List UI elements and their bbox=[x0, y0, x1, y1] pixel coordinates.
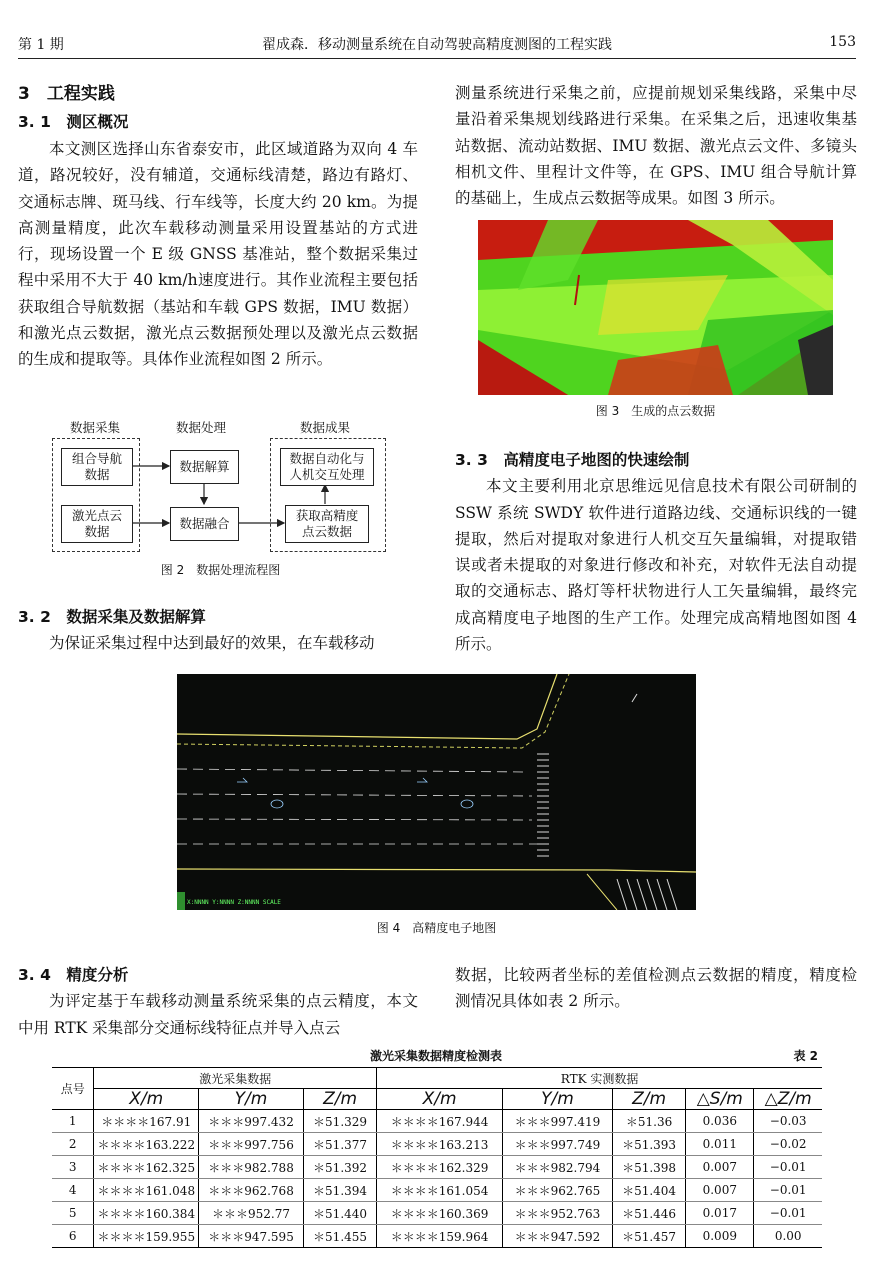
section-3-1-heading: 3. 1 测区概况 bbox=[18, 113, 129, 131]
table-row bbox=[52, 1179, 822, 1202]
table-row bbox=[52, 1133, 822, 1156]
cell-laser-z: ＊51.394 bbox=[303, 1179, 376, 1202]
header-rtk-z: Z/m bbox=[612, 1089, 685, 1110]
box-high-precision bbox=[285, 505, 369, 543]
box-hp-line1: 获取高精度 bbox=[295, 508, 359, 523]
cell-rtk-x: ＊＊＊＊161.054 bbox=[377, 1179, 503, 1202]
cell-laser-x: ＊＊＊＊163.222 bbox=[94, 1133, 199, 1156]
cell-delta-z: 0.00 bbox=[754, 1225, 822, 1248]
figure-3-caption: 图 3 生成的点云数据 bbox=[595, 404, 716, 418]
cell-laser-z: ＊51.455 bbox=[303, 1225, 376, 1248]
cell-laser-z: ＊51.440 bbox=[303, 1202, 376, 1225]
box-laser-pointcloud bbox=[61, 505, 133, 543]
cell-delta-z: −0.01 bbox=[754, 1156, 822, 1179]
issue-label: 第 1 期 bbox=[18, 37, 64, 53]
map-status-text: X:NNNN Y:NNNN Z:NNNN SCALE bbox=[187, 899, 281, 906]
header-delta-z: △Z/m bbox=[754, 1089, 822, 1110]
cell-rtk-z: ＊51.446 bbox=[612, 1202, 685, 1225]
header-rule bbox=[18, 58, 856, 59]
cell-rtk-y: ＊＊＊962.765 bbox=[502, 1179, 612, 1202]
table-row bbox=[52, 1110, 822, 1133]
header-laser-x: X/m bbox=[94, 1089, 199, 1110]
cell-delta-z: −0.03 bbox=[754, 1110, 822, 1133]
header-delta-s: △S/m bbox=[686, 1089, 754, 1110]
cell-laser-y: ＊＊＊952.77 bbox=[199, 1202, 304, 1225]
cell-rtk-z: ＊51.398 bbox=[612, 1156, 685, 1179]
table-row bbox=[52, 1202, 822, 1225]
section-3-3-body: 本文主要利用北京思维远见信息技术有限公司研制的 SSW 系统 SWDY 软件进行道路边线、交通标识线的一键提取，然后对提取对象进行人机交互矢量编辑，对提取错误或者未提取的对象进行修改和补充，对软件无法自动提取的交通标志、路灯等杆状物进行人工矢量编辑，最终完成高精度电子地图的生产工作。处理完成高精地图如图 4 所示。 bbox=[455, 477, 857, 654]
section-3-3-heading: 3. 3 高精度电子地图的快速绘制 bbox=[455, 451, 690, 469]
section-3-2-continued: 测量系统进行采集之前，应提前规划采集线路，采集中尽量沿着采集规划线路进行采集。在采集之后，迅速收集基站数据、流动站数据、IMU 数据、激光点云文件、多镜头相机文件、里程计文件等，在 GPS、IMU 组合导航计算的基础上，生成点云数据等成果。如图 3 所示。 bbox=[455, 84, 857, 208]
flow-label-processing: 数据处理 bbox=[176, 420, 227, 435]
cell-point: 5 bbox=[52, 1202, 94, 1225]
box-decode-label: 数据解算 bbox=[179, 459, 230, 474]
cell-delta-s: 0.007 bbox=[686, 1179, 754, 1202]
cell-laser-y: ＊＊＊962.768 bbox=[199, 1179, 304, 1202]
cell-laser-z: ＊51.377 bbox=[303, 1133, 376, 1156]
cell-rtk-y: ＊＊＊982.794 bbox=[502, 1156, 612, 1179]
cell-rtk-x: ＊＊＊＊160.369 bbox=[377, 1202, 503, 1225]
cell-rtk-y: ＊＊＊997.749 bbox=[502, 1133, 612, 1156]
cell-rtk-x: ＊＊＊＊159.964 bbox=[377, 1225, 503, 1248]
header-laser-y: Y/m bbox=[199, 1089, 304, 1110]
cell-rtk-y: ＊＊＊997.419 bbox=[502, 1110, 612, 1133]
cell-laser-z: ＊51.392 bbox=[303, 1156, 376, 1179]
cell-laser-x: ＊＊＊＊159.955 bbox=[94, 1225, 199, 1248]
box-auto-interactive bbox=[280, 448, 374, 486]
cell-delta-s: 0.017 bbox=[686, 1202, 754, 1225]
right-column-3-3 bbox=[455, 447, 857, 657]
cell-laser-y: ＊＊＊947.595 bbox=[199, 1225, 304, 1248]
box-laser-line2: 数据 bbox=[84, 524, 110, 539]
cell-rtk-x: ＊＊＊＊162.329 bbox=[377, 1156, 503, 1179]
cell-delta-z: −0.01 bbox=[754, 1202, 822, 1225]
cell-rtk-z: ＊51.404 bbox=[612, 1179, 685, 1202]
box-nav-line2: 数据 bbox=[84, 467, 110, 482]
page-number: 153 bbox=[829, 34, 856, 50]
cell-laser-x: ＊＊＊＊161.048 bbox=[94, 1179, 199, 1202]
header-rtk-y: Y/m bbox=[502, 1089, 612, 1110]
box-auto-line1: 数据自动化与 bbox=[289, 451, 365, 466]
running-header bbox=[18, 34, 856, 56]
cell-delta-s: 0.007 bbox=[686, 1156, 754, 1179]
section-3-4-continued: 数据，比较两者坐标的差值检测点云数据的精度，精度检测情况具体如表 2 所示。 bbox=[455, 966, 857, 1011]
section-3-4-heading: 3. 4 精度分析 bbox=[18, 966, 129, 984]
cell-laser-x: ＊＊＊＊160.384 bbox=[94, 1202, 199, 1225]
cell-point: 1 bbox=[52, 1110, 94, 1133]
right-column-top bbox=[455, 80, 857, 211]
cell-rtk-z: ＊51.36 bbox=[612, 1110, 685, 1133]
flow-label-collection: 数据采集 bbox=[70, 420, 121, 435]
cell-laser-y: ＊＊＊997.756 bbox=[199, 1133, 304, 1156]
left-column-3-4 bbox=[18, 962, 418, 1041]
section-3-2-body: 为保证采集过程中达到最好的效果，在车载移动 bbox=[49, 634, 375, 653]
cell-laser-y: ＊＊＊982.788 bbox=[199, 1156, 304, 1179]
box-nav-line1: 组合导航 bbox=[71, 451, 122, 466]
section-3-2-heading: 3. 2 数据采集及数据解算 bbox=[18, 608, 206, 626]
left-column-3-2 bbox=[18, 604, 418, 657]
table-2-title: 激光采集数据精度检测表 bbox=[370, 1049, 503, 1063]
cell-delta-s: 0.009 bbox=[686, 1225, 754, 1248]
box-hp-line2: 点云数据 bbox=[301, 524, 352, 539]
cell-point: 2 bbox=[52, 1133, 94, 1156]
cell-delta-z: −0.02 bbox=[754, 1133, 822, 1156]
box-data-fusion bbox=[170, 507, 239, 541]
figure-3-pointcloud-image bbox=[478, 220, 833, 395]
section-3-4-body: 为评定基于车载移动测量系统采集的点云精度，本文中用 RTK 采集部分交通标线特征点并导入点云 bbox=[18, 992, 418, 1037]
cell-laser-x: ＊＊＊＊162.325 bbox=[94, 1156, 199, 1179]
cell-laser-z: ＊51.329 bbox=[303, 1110, 376, 1133]
table-2-accuracy bbox=[52, 1067, 822, 1248]
section-3-heading: 3 工程实践 bbox=[18, 84, 115, 104]
cell-laser-y: ＊＊＊997.432 bbox=[199, 1110, 304, 1133]
figure-4-caption: 图 4 高精度电子地图 bbox=[376, 921, 497, 935]
table-row bbox=[52, 1225, 822, 1248]
table-row bbox=[52, 1156, 822, 1179]
box-integrated-nav bbox=[61, 448, 133, 486]
right-column-3-4 bbox=[455, 962, 857, 1015]
header-rtk-group: RTK 实测数据 bbox=[377, 1068, 822, 1089]
running-title: 翟成森．移动测量系统在自动驾驶高精度测图的工程实践 bbox=[262, 37, 612, 53]
section-3-1-body: 本文测区选择山东省泰安市，此区域道路为双向 4 车道，路况较好，没有辅道，交通标线清楚，路边有路灯、交通标志牌、斑马线、行车线等，长度大约 20 km。为提高测量精度，此次车载移动测量采用设置基站的方式进行，现场设置一个 E 级 GNSS 基准站，整个数据采集过程中采用不大于 40 km/h速度进行。其作业流程主要包括获取组合导航数据（基站和车载 GPS 数据，IMU 数据）和激光点云数据，激光点云数据预处理以及激光点云数据的生成和提取等。具体作业流程如图 2 所示。 bbox=[18, 140, 418, 369]
header-laser-group: 激光采集数据 bbox=[94, 1068, 377, 1089]
cell-point: 4 bbox=[52, 1179, 94, 1202]
box-laser-line1: 激光点云 bbox=[71, 508, 122, 523]
header-laser-z: Z/m bbox=[303, 1089, 376, 1110]
box-data-decode bbox=[170, 450, 239, 484]
cell-delta-s: 0.011 bbox=[686, 1133, 754, 1156]
flow-label-results: 数据成果 bbox=[300, 420, 351, 435]
cell-rtk-x: ＊＊＊＊167.944 bbox=[377, 1110, 503, 1133]
table-2-number: 表 2 bbox=[793, 1049, 818, 1063]
figure-2-flowchart bbox=[52, 418, 389, 558]
header-rtk-x: X/m bbox=[377, 1089, 503, 1110]
box-fuse-label: 数据融合 bbox=[179, 516, 230, 531]
cell-point: 3 bbox=[52, 1156, 94, 1179]
cell-rtk-z: ＊51.457 bbox=[612, 1225, 685, 1248]
box-auto-line2: 人机交互处理 bbox=[289, 467, 365, 482]
figure-2-caption: 图 2 数据处理流程图 bbox=[160, 563, 281, 577]
cell-rtk-y: ＊＊＊952.763 bbox=[502, 1202, 612, 1225]
cell-rtk-x: ＊＊＊＊163.213 bbox=[377, 1133, 503, 1156]
cell-point: 6 bbox=[52, 1225, 94, 1248]
header-point-no: 点号 bbox=[52, 1068, 94, 1110]
cell-delta-s: 0.036 bbox=[686, 1110, 754, 1133]
left-column-top bbox=[18, 80, 418, 373]
cell-delta-z: −0.01 bbox=[754, 1179, 822, 1202]
cell-rtk-z: ＊51.393 bbox=[612, 1133, 685, 1156]
figure-4-hd-map-image bbox=[177, 674, 696, 910]
cell-rtk-y: ＊＊＊947.592 bbox=[502, 1225, 612, 1248]
cell-laser-x: ＊＊＊＊167.91 bbox=[94, 1110, 199, 1133]
